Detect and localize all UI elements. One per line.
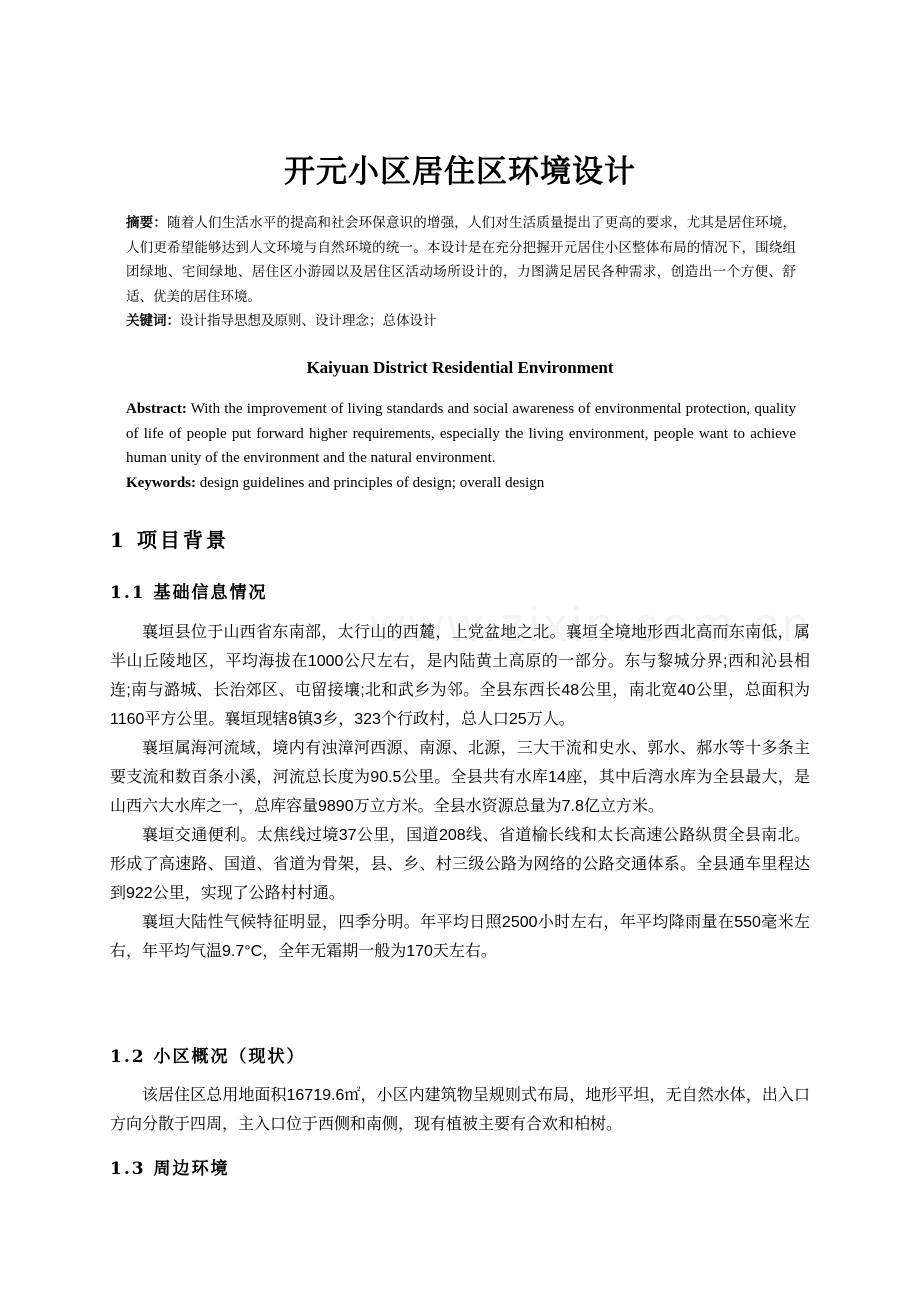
abstract-cn-text: 随着人们生活水平的提高和社会环保意识的增强，人们对生活质量提出了更高的要求，尤其是居住环境，人们更希望能够达到人文环境与自然环境的统一。本设计是在充分把握开元居住小区整体布局的情况下，围绕组团绿地、宅间绿地、居住区小游园以及居住区活动场所设计的，力图满足居民各种需求，创造出一个方便、舒适、优美的居住环境。 bbox=[126, 215, 796, 305]
section-1-3-heading: 1.3 周边环境 bbox=[110, 1159, 230, 1179]
abstract-en bbox=[126, 397, 796, 495]
body-paragraph: 该居住区总用地面积16719.6㎡，小区内建筑物呈规则式布局，地形平坦，无自然水体，出入口方向分散于四周，主入口位于西侧和南侧，现有植被主要有合欢和柏树。 bbox=[110, 1087, 810, 1133]
section-1-1-heading: 1.1 基础信息情况 bbox=[110, 583, 268, 603]
body-paragraph: 襄垣县位于山西省东南部，太行山的西麓，上党盆地之北。襄垣全境地形西北高而东南低，属半山丘陵地区，平均海拔在1000公尺左右，是内陆黄土高原的一部分。东与黎城分界;西和沁县相连;南与潞城、长治郊区、屯留接壤;北和武乡为邻。全县东西长48公里，南北宽40公里，总面积为1160平方公里。襄垣现辖8镇3乡，323个行政村，总人口25万人。 bbox=[110, 624, 810, 728]
keywords-en-label: Keywords: bbox=[126, 474, 196, 491]
abstract-cn bbox=[126, 211, 796, 334]
abstract-en-label: Abstract: bbox=[126, 401, 187, 417]
english-title: Kaiyuan District Residential Environment bbox=[306, 358, 614, 377]
body-paragraph: 襄垣属海河流域，境内有浊漳河西源、南源、北源，三大干流和史水、郭水、郝水等十多条主要支流和数百条小溪，河流总长度为90.5公里。全县共有水库14座，其中后湾水库为全县最大，是山西六大水库之一，总库容量9890万立方米。全县水资源总量为7.8亿立方米。 bbox=[110, 740, 810, 815]
page-title: 开元小区居住区环境设计 bbox=[284, 154, 636, 190]
section-1-heading: 1 项目背景 bbox=[110, 528, 229, 552]
abstract-cn-paragraph bbox=[126, 211, 796, 309]
section-1-2-heading: 1.2 小区概况（现状） bbox=[110, 1047, 306, 1067]
abstract-en-text: With the improvement of living standards and social awareness of environmental protection, quality of life of people put forward higher requirements, especially the living environment, people want to achieve human unity of the environment and the natural environment. bbox=[126, 401, 796, 466]
keywords-en bbox=[126, 471, 796, 496]
keywords-cn-label: 关键词： bbox=[126, 313, 180, 329]
keywords-en-text: design guidelines and principles of design; overall design bbox=[196, 474, 545, 491]
keywords-cn bbox=[126, 309, 796, 334]
body-paragraph: 襄垣大陆性气候特征明显，四季分明。年平均日照2500小时左右，年平均降雨量在550毫米左右，年平均气温9.7°C，全年无霜期一般为170天左右。 bbox=[110, 914, 810, 960]
section-1-1-body bbox=[110, 618, 810, 966]
abstract-en-paragraph bbox=[126, 397, 796, 471]
abstract-cn-label: 摘要： bbox=[126, 215, 168, 231]
section-1-2-body bbox=[110, 1081, 810, 1139]
body-paragraph: 襄垣交通便利。太焦线过境37公里，国道208线、省道榆长线和太长高速公路纵贯全县南北。形成了高速路、国道、省道为骨架，县、乡、村三级公路为网络的公路交通体系。全县通车里程达到922公里，实现了公路村村通。 bbox=[110, 827, 810, 902]
keywords-cn-text: 设计指导思想及原则、设计理念；总体设计 bbox=[180, 313, 437, 329]
